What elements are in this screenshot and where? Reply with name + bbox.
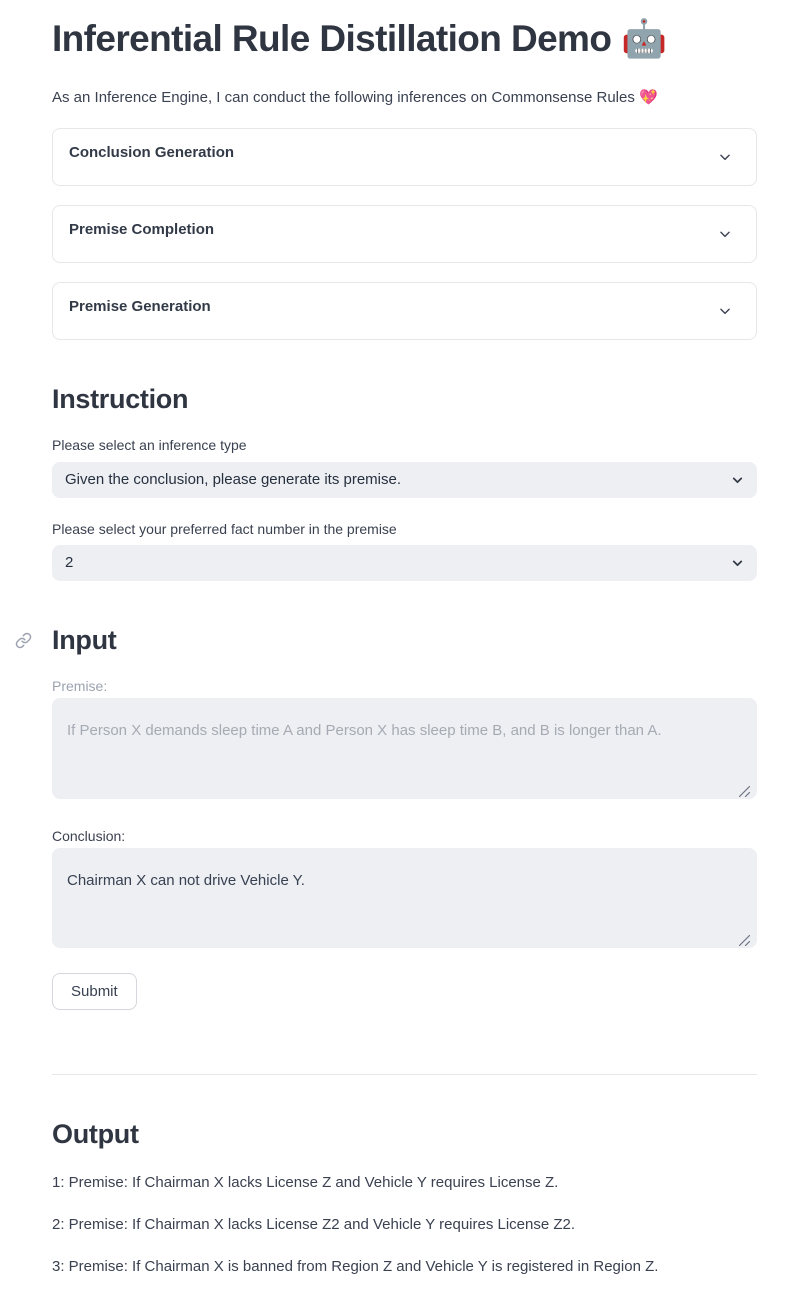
output-line: 2: Premise: If Chairman X lacks License Z2 and Vehicle Y requires License Z2. [52, 1215, 576, 1233]
instruction-heading: Instruction [52, 383, 189, 414]
inference-type-selected-value: Given the conclusion, please generate its premise. [65, 471, 402, 489]
premise-input[interactable] [52, 698, 757, 799]
divider [52, 1074, 757, 1075]
input-heading: Input [52, 624, 117, 655]
accordion-label: Premise Generation [69, 297, 211, 315]
premise-label: Premise: [52, 677, 108, 694]
chevron-down-icon [718, 150, 732, 164]
accordion-label: Conclusion Generation [69, 143, 235, 161]
chevron-down-icon [731, 473, 744, 486]
accordion-label: Premise Completion [69, 220, 215, 238]
conclusion-input[interactable] [52, 848, 757, 948]
page-subtitle: As an Inference Engine, I can conduct the following inferences on Commonsense Rules 💖 [52, 88, 658, 106]
accordion-premise-generation[interactable] [52, 282, 757, 340]
output-heading: Output [52, 1118, 139, 1149]
accordion-conclusion-generation[interactable] [52, 128, 757, 186]
inference-type-select[interactable] [52, 462, 757, 498]
conclusion-label: Conclusion: [52, 827, 126, 844]
inference-type-label: Please select an inference type [52, 436, 247, 453]
fact-number-selected-value: 2 [65, 554, 74, 572]
accordion-list [52, 128, 757, 340]
fact-number-label: Please select your preferred fact number in the premise [52, 520, 397, 537]
submit-button[interactable]: Submit [52, 973, 137, 1010]
output-line: 3: Premise: If Chairman X is banned from Region Z and Vehicle Y is registered in Region Z. [52, 1257, 659, 1275]
chevron-down-icon [718, 227, 732, 241]
accordion-premise-completion[interactable] [52, 205, 757, 263]
page-title: Inferential Rule Distillation Demo 🤖 [52, 18, 667, 59]
output-line: 1: Premise: If Chairman X lacks License Z and Vehicle Y requires License Z. [52, 1173, 559, 1191]
fact-number-select[interactable] [52, 545, 757, 581]
chevron-down-icon [731, 556, 744, 569]
link-icon[interactable] [15, 632, 32, 649]
chevron-down-icon [718, 304, 732, 318]
